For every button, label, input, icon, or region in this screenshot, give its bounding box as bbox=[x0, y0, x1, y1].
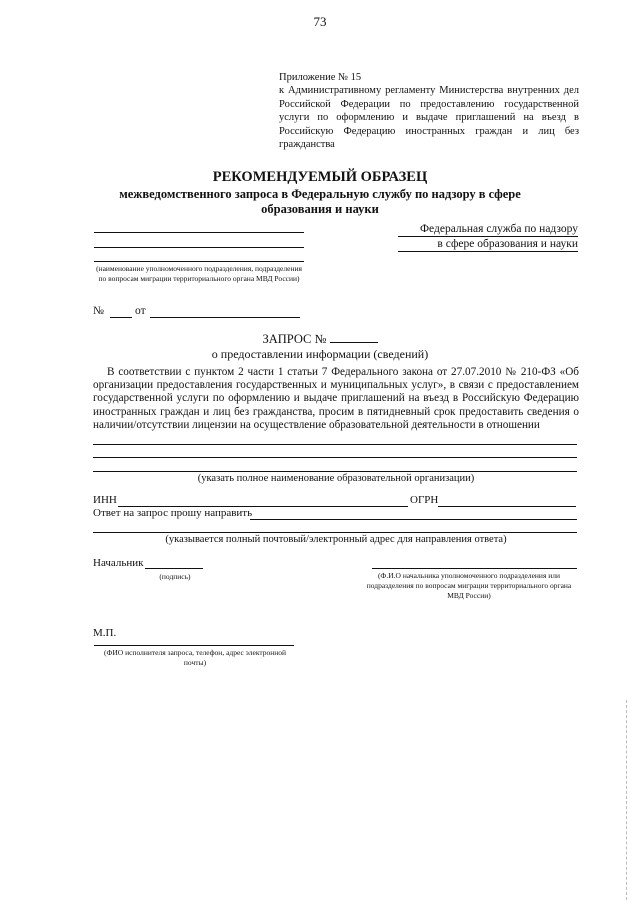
org-caption: (указать полное наименование образовательной организации) bbox=[197, 473, 475, 484]
document-heading: РЕКОМЕНДУЕМЫЙ ОБРАЗЕЦ bbox=[212, 169, 428, 185]
body-paragraph: В соответствии с пунктом 2 части 1 статьи 7 Федерального закона от 27.07.2010 № 210-ФЗ «Об организации предоставления государственных и муниципальных услуг», в связи с предоставлением государственной услуги по оформлению и выдаче приглашений на въезд в Российскую Федерацию иностранных граждан и лиц без гражданства, просим в пятидневный срок предоставить сведения о наличии/отсутствии лицензии на осуществление образовательной деятельности в отношении bbox=[93, 366, 579, 431]
ogrn-field[interactable] bbox=[438, 506, 576, 507]
chief-label: Начальник bbox=[93, 557, 144, 569]
executor-field[interactable] bbox=[94, 645, 294, 646]
inn-label: ИНН bbox=[93, 494, 117, 506]
chief-signature-field[interactable] bbox=[145, 568, 203, 569]
answer-label: Ответ на запрос прошу направить bbox=[93, 507, 253, 519]
request-title bbox=[0, 332, 640, 347]
ogrn-label: ОГРН bbox=[410, 494, 439, 506]
recipient-block bbox=[398, 222, 578, 252]
page-number: 73 bbox=[313, 14, 327, 29]
date-label: от bbox=[135, 305, 146, 317]
org-line-3[interactable] bbox=[93, 471, 577, 472]
address-caption: (указывается полный почтовый/электронный адрес для направления ответа) bbox=[165, 534, 507, 545]
appendix-block bbox=[279, 71, 579, 151]
request-title-text: ЗАПРОС № bbox=[262, 332, 327, 346]
recipient-line-2: в сфере образования и науки bbox=[398, 237, 578, 252]
number-field[interactable] bbox=[110, 317, 132, 318]
sender-line-3[interactable] bbox=[94, 261, 304, 262]
appendix-text: к Административному регламенту Министерства внутренних дел Российской Федерации по предоставлению государственной услуги по оформлению и выдаче приглашений на въезд в Российскую Федерацию иностранных граждан и лиц без гражданства bbox=[279, 85, 579, 151]
org-line-1[interactable] bbox=[93, 444, 577, 445]
number-label: № bbox=[93, 305, 104, 317]
request-subtitle: о предоставлении информации (сведений) bbox=[211, 347, 429, 361]
executor-caption: (ФИО исполнителя запроса, телефон, адрес электронной почты) bbox=[103, 648, 287, 667]
date-field[interactable] bbox=[150, 317, 300, 318]
signature-caption: (подпись) bbox=[159, 572, 191, 581]
number-date-row bbox=[93, 305, 104, 317]
fio-caption: (Ф.И.О начальника уполномоченного подразделения или подразделения по вопросам миграции территориального органа МВД России) bbox=[366, 571, 572, 600]
sender-line-2[interactable] bbox=[94, 247, 304, 248]
sender-line-1[interactable] bbox=[94, 232, 304, 233]
answer-address-field-2[interactable] bbox=[93, 532, 577, 533]
answer-address-field-1[interactable] bbox=[250, 519, 577, 520]
appendix-title: Приложение № 15 bbox=[279, 72, 362, 83]
request-number-field[interactable] bbox=[330, 342, 378, 343]
scan-edge-divider bbox=[626, 700, 628, 900]
stamp-label: М.П. bbox=[93, 627, 117, 639]
sender-caption: (наименование уполномоченного подразделения, подразделения по вопросам миграции территориального органа МВД России) bbox=[96, 264, 302, 283]
document-subheading: межведомственного запроса в Федеральную службу по надзору в сфере образования и науки bbox=[119, 187, 521, 216]
chief-fio-field[interactable] bbox=[372, 568, 577, 569]
org-line-2[interactable] bbox=[93, 457, 577, 458]
recipient-line-1: Федеральная служба по надзору bbox=[398, 222, 578, 237]
